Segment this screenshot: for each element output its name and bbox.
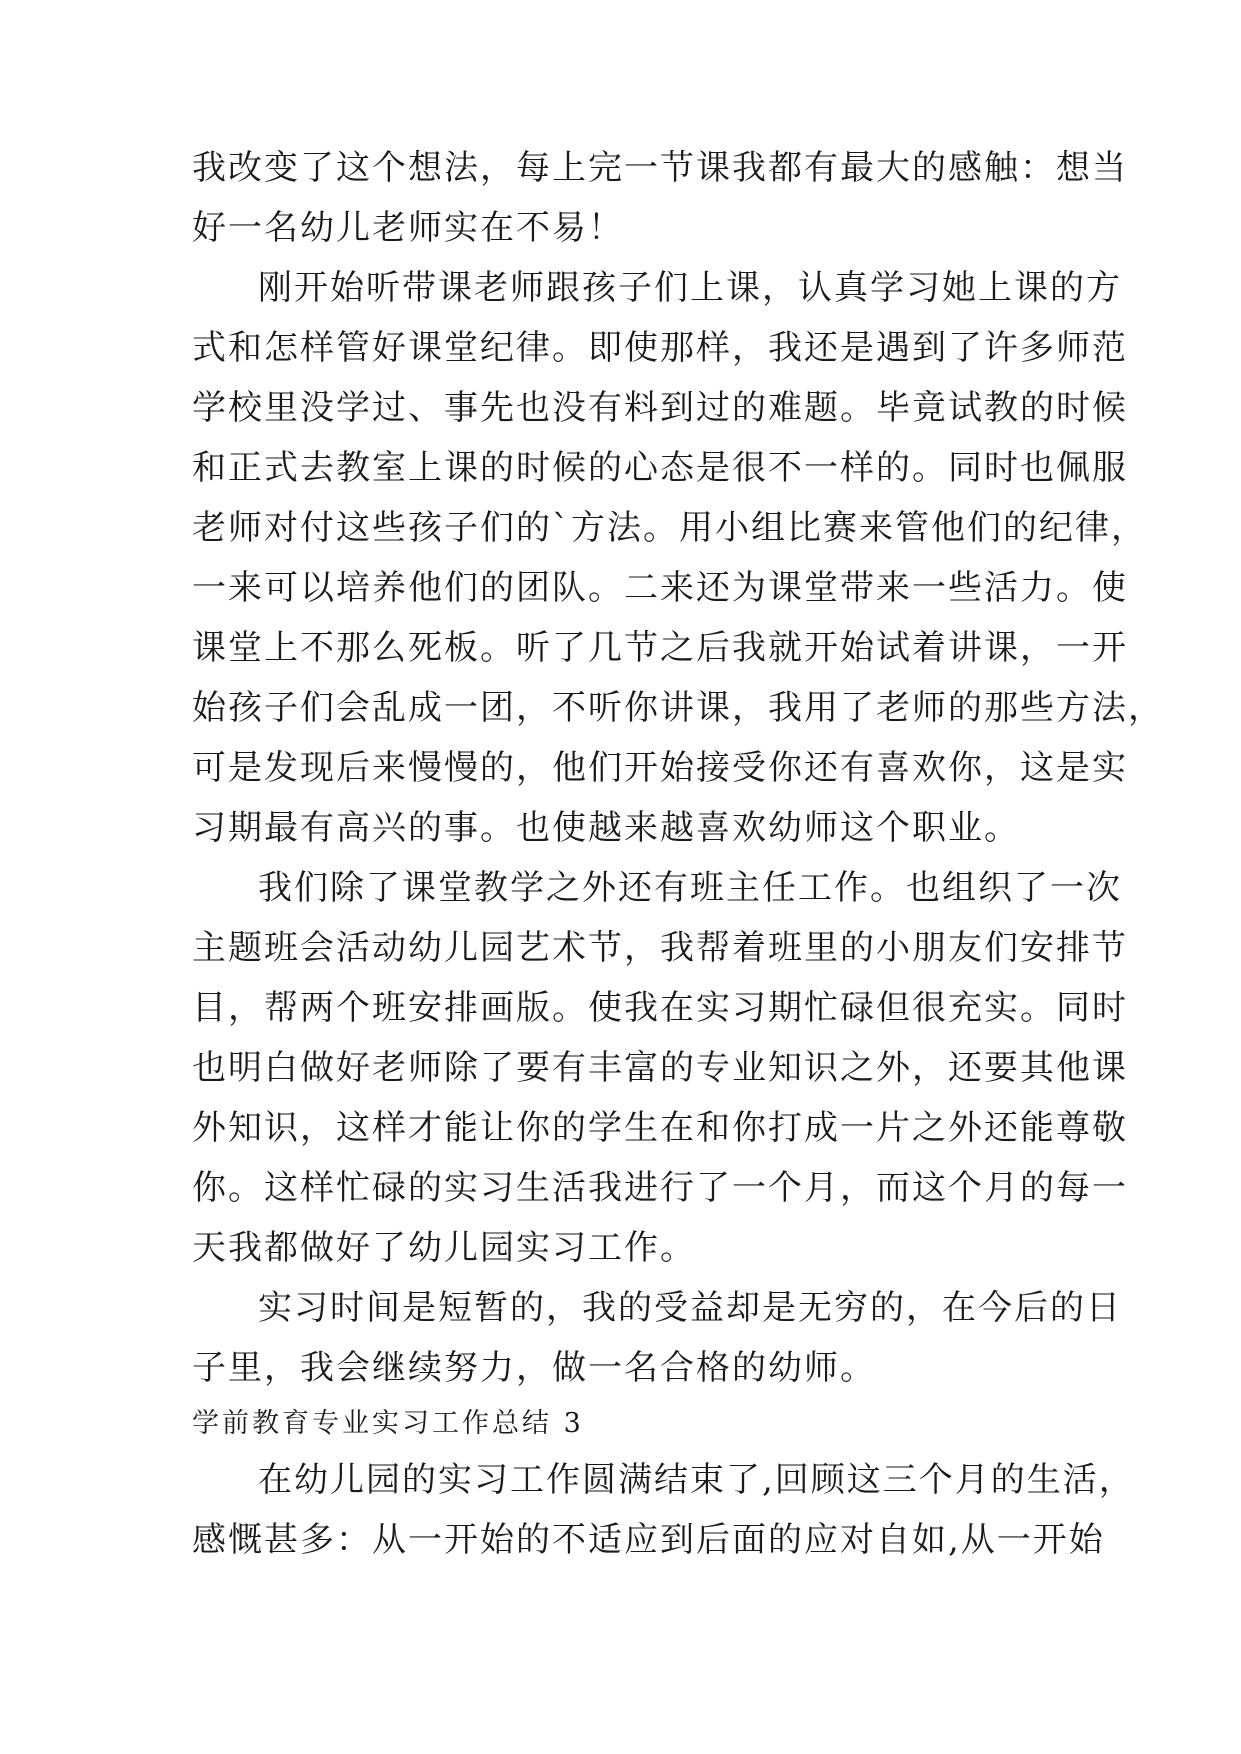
text-line: 学校里没学过、事先也没有料到过的难题。毕竟试教的时候 <box>192 388 1128 428</box>
section-heading: 学前教育专业实习工作总结 3 <box>192 1408 584 1439</box>
paragraph-first-line: 实习时间是短暂的，我的受益却是无穷的，在今后的日 <box>258 1288 1122 1328</box>
text-line: 和正式去教室上课的时候的心态是很不一样的。同时也佩服 <box>192 448 1128 488</box>
text-line: 一来可以培养他们的团队。二来还为课堂带来一些活力。使 <box>192 568 1128 608</box>
text-line: 可是发现后来慢慢的，他们开始接受你还有喜欢你，这是实 <box>192 748 1128 788</box>
paragraph-first-line: 刚开始听带课老师跟孩子们上课，认真学习她上课的方 <box>258 268 1122 308</box>
text-line: 也明白做好老师除了要有丰富的专业知识之外，还要其他课 <box>192 1048 1128 1088</box>
text-line: 外知识，这样才能让你的学生在和你打成一片之外还能尊敬 <box>192 1108 1128 1148</box>
text-line: 目，帮两个班安排画版。使我在实习期忙碌但很充实。同时 <box>192 988 1128 1028</box>
text-line: 你。这样忙碌的实习生活我进行了一个月，而这个月的每一 <box>192 1168 1128 1208</box>
paragraph-first-line: 在幼儿园的实习工作圆满结束了,回顾这三个月的生活， <box>258 1460 1135 1500</box>
text-line: 习期最有高兴的事。也使越来越喜欢幼师这个职业。 <box>192 808 1020 848</box>
text-line: 老师对付这些孩子们的`方法。用小组比赛来管他们的纪律， <box>192 508 1147 548</box>
text-line: 子里，我会继续努力，做一名合格的幼师。 <box>192 1348 876 1388</box>
text-line: 感慨甚多：从一开始的不适应到后面的应对自如,从一开始 <box>192 1520 1105 1560</box>
paragraph-first-line: 我们除了课堂教学之外还有班主任工作。也组织了一次 <box>258 868 1122 908</box>
text-line: 课堂上不那么死板。听了几节之后我就开始试着讲课，一开 <box>192 628 1128 668</box>
text-line: 主题班会活动幼儿园艺术节，我帮着班里的小朋友们安排节 <box>192 928 1128 968</box>
text-line: 我改变了这个想法，每上完一节课我都有最大的感触：想当 <box>192 148 1128 188</box>
text-line: 好一名幼儿老师实在不易！ <box>192 208 624 248</box>
text-line: 天我都做好了幼儿园实习工作。 <box>192 1228 696 1268</box>
text-line: 始孩子们会乱成一团，不听你讲课，我用了老师的那些方法， <box>192 688 1164 728</box>
text-line: 式和怎样管好课堂纪律。即使那样，我还是遇到了许多师范 <box>192 328 1128 368</box>
